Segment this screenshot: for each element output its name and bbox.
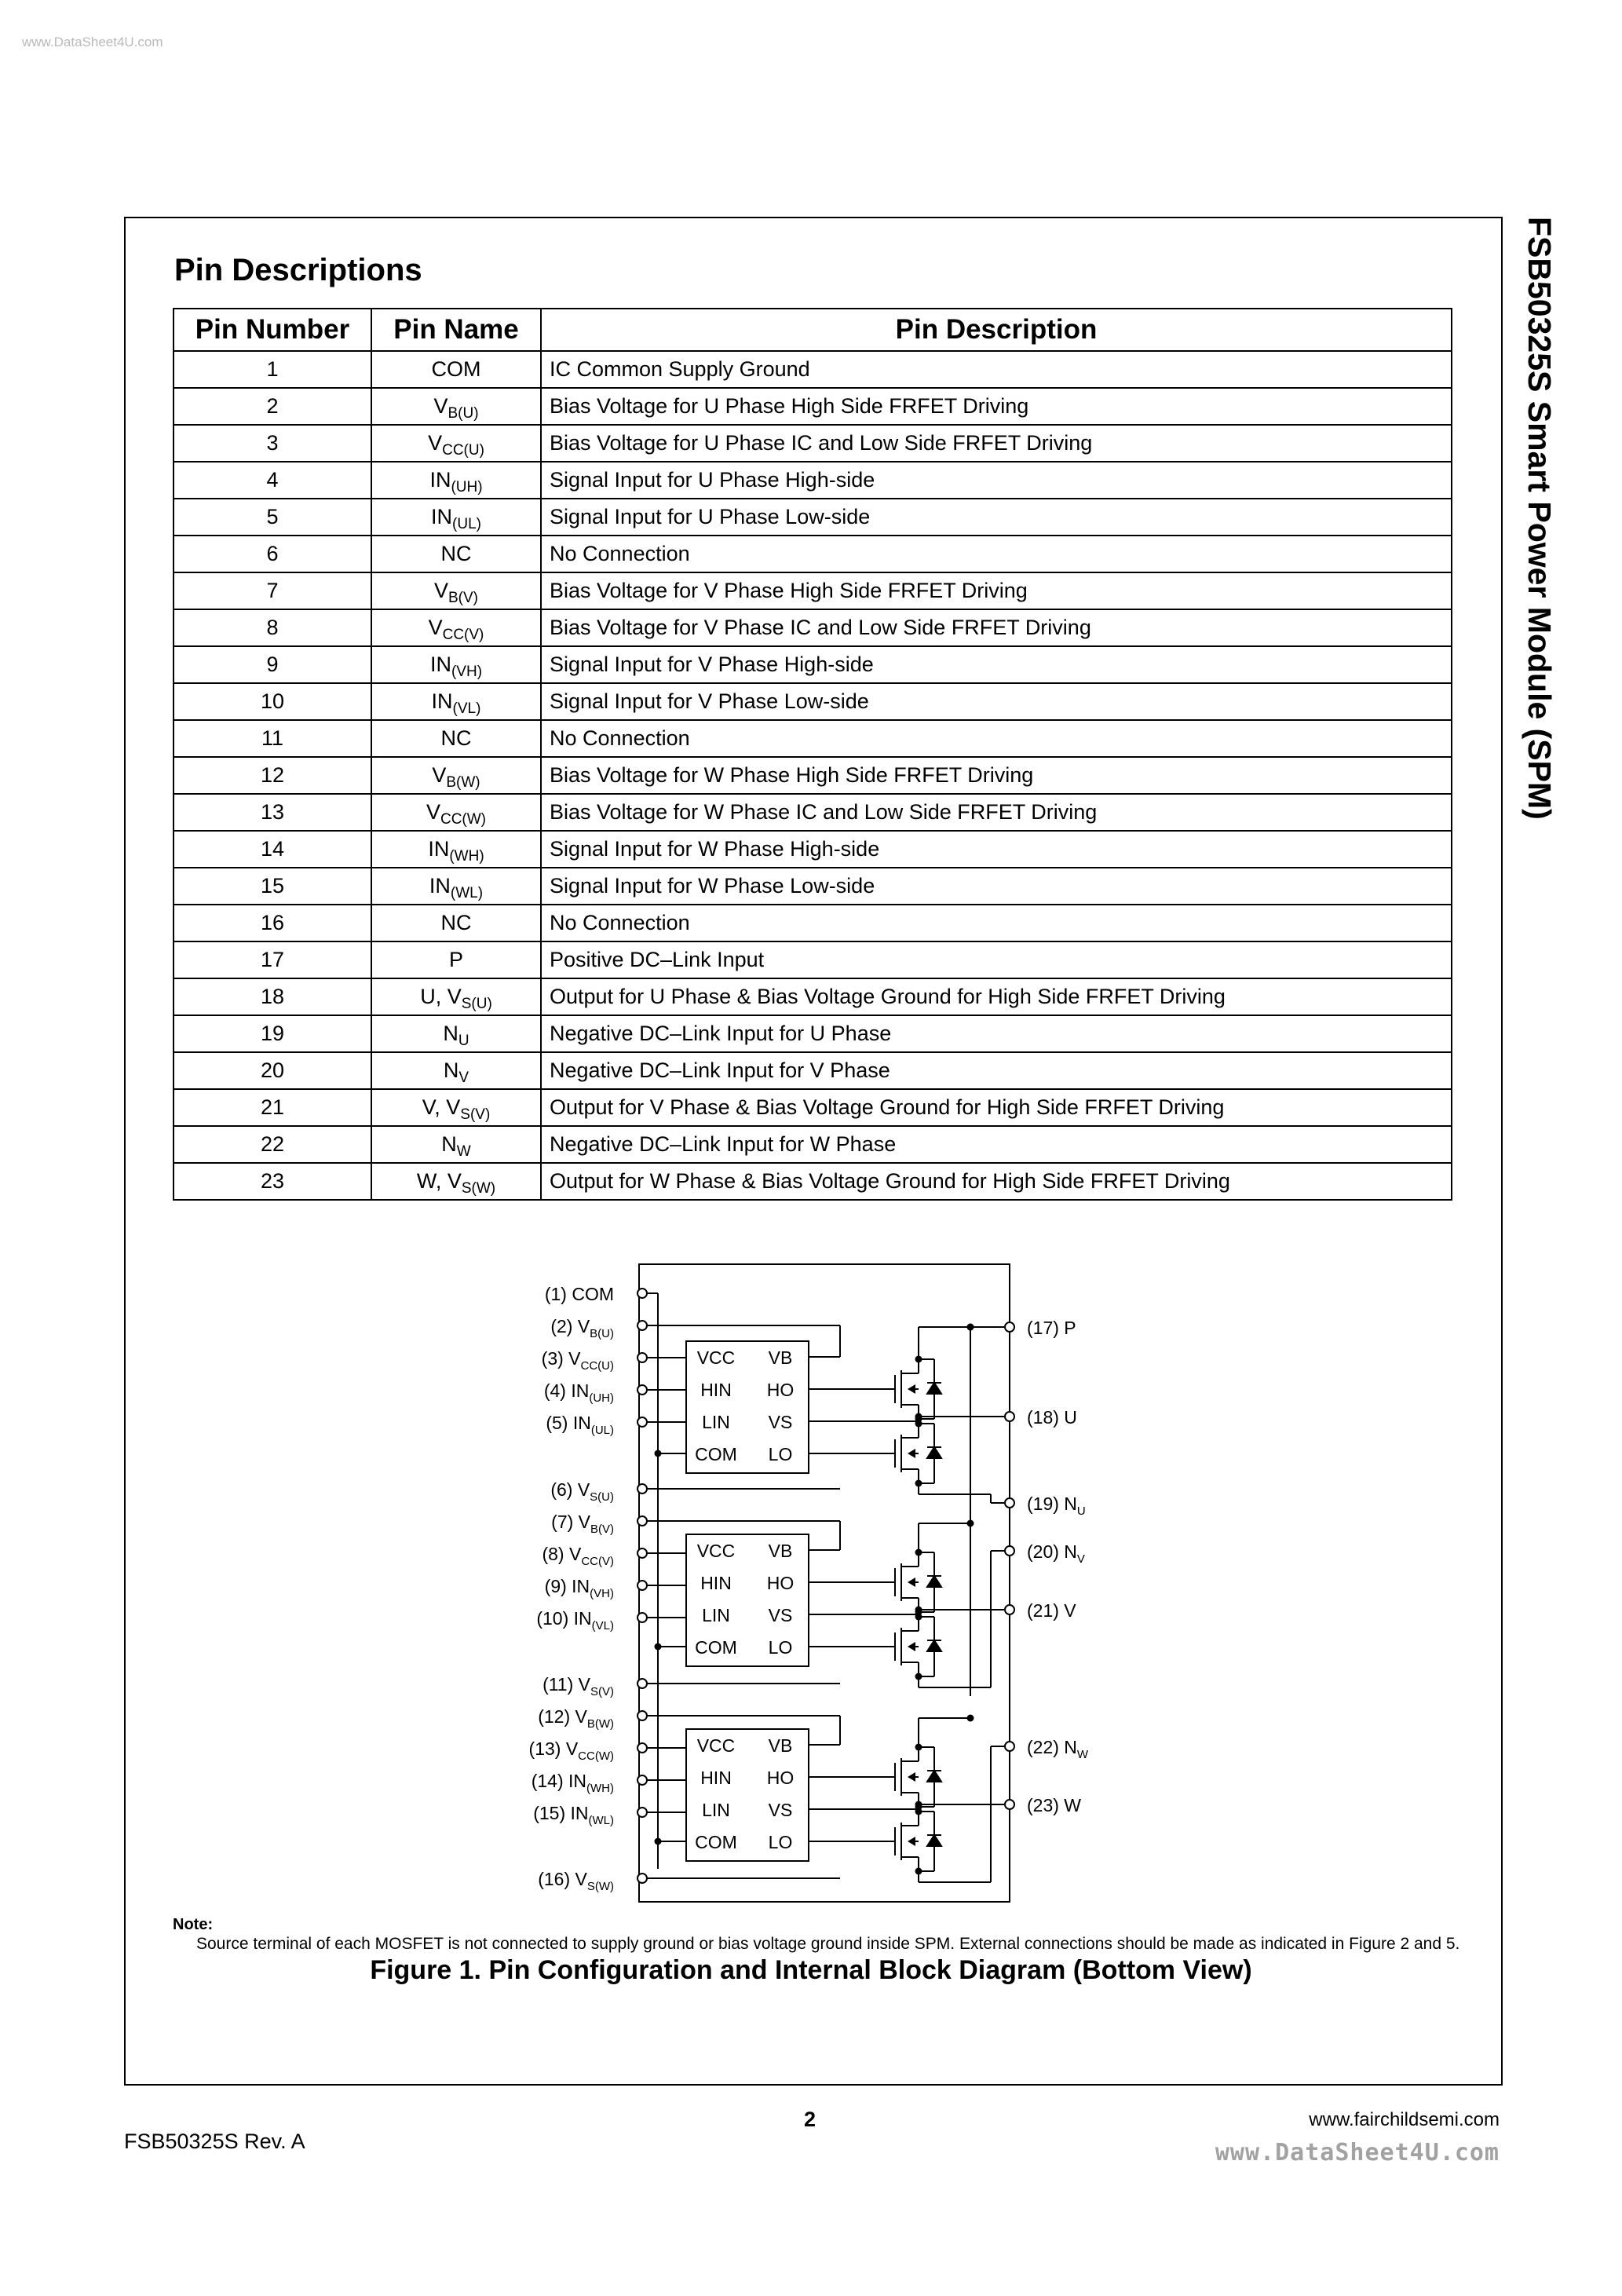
diode-symbol xyxy=(927,1771,941,1782)
ic-pin-label: VCC xyxy=(696,1347,736,1368)
pin-label-main: (14) IN xyxy=(531,1771,587,1791)
pin-description-cell: Output for W Phase & Bias Voltage Ground for High Side FRFET Driving xyxy=(541,1163,1452,1200)
ic-pin-label: VS xyxy=(768,1605,793,1625)
mosfet-arrow xyxy=(908,1642,915,1651)
pin-name-main: NC xyxy=(440,542,472,565)
pin-label-subscript: (UL) xyxy=(590,1424,614,1437)
ic-pin-label: HIN xyxy=(700,1768,732,1788)
right-pin-terminal xyxy=(1005,1322,1014,1332)
pin-description-cell: Signal Input for W Phase High-side xyxy=(541,831,1452,868)
pin-label-main: (8) V xyxy=(542,1544,582,1564)
header-pin-description: Pin Description xyxy=(541,309,1452,351)
junction-dot xyxy=(915,1480,922,1487)
left-pin-terminal xyxy=(637,1516,647,1526)
ic-pin-label: LO xyxy=(768,1444,793,1464)
ic-pin-label: HIN xyxy=(700,1573,732,1593)
ic-pin-label: HO xyxy=(766,1768,795,1788)
pin-label-main: (19) N xyxy=(1027,1493,1077,1514)
pin-label xyxy=(533,1803,614,1827)
pin-name-main: V, V xyxy=(422,1095,461,1119)
pin-label-main: (22) N xyxy=(1027,1737,1077,1757)
pin-name-subscript: B(U) xyxy=(448,405,479,422)
ic-pin-label: VB xyxy=(768,1735,793,1756)
note-text: Source terminal of each MOSFET is not connected to supply ground or bias voltage ground inside SPM. External connections should be made as indicated in Figure 2 and 5. xyxy=(196,1935,1460,1953)
pin-description-cell: Bias Voltage for U Phase High Side FRFET Driving xyxy=(541,388,1452,425)
pin-label-main: (7) V xyxy=(551,1512,590,1532)
pin-label-subscript: (WL) xyxy=(588,1814,614,1827)
ic-pin-label: LIN xyxy=(702,1412,730,1432)
pin-number-cell: 8 xyxy=(174,609,371,646)
pin-label-subscript: B(U) xyxy=(590,1327,614,1340)
mosfet-arrow xyxy=(908,1578,915,1587)
pin-label xyxy=(1027,1541,1085,1566)
pin-label-main: (23) W xyxy=(1027,1795,1081,1815)
pin-label-main: (17) P xyxy=(1027,1318,1076,1338)
left-pin-terminal xyxy=(637,1321,647,1330)
pin-number-cell: 22 xyxy=(174,1126,371,1163)
left-pin-terminal xyxy=(637,1743,647,1753)
pin-name-subscript: (WL) xyxy=(450,885,484,901)
pin-label-main: (5) IN xyxy=(546,1413,591,1433)
pin-number-cell: 11 xyxy=(174,720,371,757)
pin-number-cell: 16 xyxy=(174,905,371,941)
pin-label-subscript: (VH) xyxy=(590,1587,614,1600)
pin-description-cell: Signal Input for V Phase High-side xyxy=(541,646,1452,683)
pin-number-cell: 13 xyxy=(174,794,371,831)
pin-name-main: IN xyxy=(431,689,453,713)
pin-description-cell: Output for V Phase & Bias Voltage Ground for High Side FRFET Driving xyxy=(541,1089,1452,1126)
pin-label-main: (2) V xyxy=(550,1316,590,1336)
pin-name-subscript: B(W) xyxy=(446,774,480,791)
pin-label-subscript: S(V) xyxy=(590,1685,614,1698)
pin-name-main: N xyxy=(443,1058,459,1082)
pin-number-cell: 1 xyxy=(174,351,371,388)
pin-name-main: V xyxy=(433,579,448,602)
pin-label-main: (1) COM xyxy=(544,1284,614,1304)
pin-name-main: P xyxy=(448,948,463,971)
pin-name-subscript: S(V) xyxy=(460,1106,491,1123)
pin-label-subscript: W xyxy=(1076,1748,1089,1761)
pin-description-cell: Negative DC–Link Input for W Phase xyxy=(541,1126,1452,1163)
pin-label-subscript: (UH) xyxy=(589,1391,614,1405)
diode-symbol xyxy=(927,1835,941,1846)
pin-name-main: V xyxy=(432,763,447,787)
pin-name-subscript: (VH) xyxy=(451,664,483,680)
pin-label xyxy=(545,1576,614,1600)
pin-name-main: IN xyxy=(429,874,451,898)
ic-pin-label: COM xyxy=(695,1637,737,1658)
pin-name-main: V xyxy=(426,800,440,824)
pin-label xyxy=(1027,1795,1081,1815)
junction-dot xyxy=(967,1520,974,1527)
pin-label xyxy=(1027,1318,1076,1338)
diode-symbol xyxy=(927,1640,941,1651)
pin-name-main: IN xyxy=(428,837,450,861)
pin-name-subscript: B(V) xyxy=(448,590,478,606)
pin-label-subscript: CC(U) xyxy=(580,1359,614,1373)
junction-dot xyxy=(655,1450,662,1457)
ic-pin-label: VCC xyxy=(696,1541,736,1561)
pin-description-cell: Signal Input for U Phase Low-side xyxy=(541,499,1452,536)
header-pin-number: Pin Number xyxy=(174,309,371,351)
junction-dot xyxy=(967,1715,974,1722)
pin-label xyxy=(529,1738,614,1763)
pin-label-subscript: CC(W) xyxy=(578,1749,614,1763)
pin-number-cell: 23 xyxy=(174,1163,371,1200)
pin-name-main: V xyxy=(428,431,443,455)
pin-number-cell: 7 xyxy=(174,572,371,609)
junction-dot xyxy=(655,1838,662,1845)
pin-label xyxy=(542,1348,614,1373)
junction-dot xyxy=(915,1549,922,1556)
pin-description-cell: Signal Input for U Phase High-side xyxy=(541,462,1452,499)
pin-label-subscript: B(W) xyxy=(586,1717,614,1731)
pin-label xyxy=(538,1869,614,1893)
pin-name-subscript: (UL) xyxy=(452,516,481,532)
pin-name-main: NC xyxy=(440,726,472,750)
ic-pin-label: COM xyxy=(695,1832,737,1852)
pin-label-main: (16) V xyxy=(538,1869,587,1889)
pin-label xyxy=(542,1544,614,1568)
pin-label-main: (9) IN xyxy=(544,1576,590,1596)
left-pin-terminal xyxy=(637,1484,647,1493)
left-pin-terminal xyxy=(637,1874,647,1883)
pin-description-cell: Bias Voltage for V Phase High Side FRFET Driving xyxy=(541,572,1452,609)
pin-name-main: N xyxy=(443,1022,458,1045)
watermark-bottom: www.DataSheet4U.com xyxy=(1215,2139,1500,2166)
pin-name-main: U, V xyxy=(420,985,462,1008)
ic-pin-label: VCC xyxy=(696,1735,736,1756)
diode-symbol xyxy=(927,1447,941,1458)
watermark-top: www.DataSheet4U.com xyxy=(22,35,163,49)
pin-name-subscript: (VL) xyxy=(452,700,481,717)
junction-dot xyxy=(915,1673,922,1680)
junction-dot xyxy=(915,1744,922,1751)
pin-label-main: (4) IN xyxy=(543,1380,590,1401)
pin-label-subscript: CC(V) xyxy=(581,1555,614,1568)
ic-pin-label: VB xyxy=(768,1347,793,1368)
pin-label xyxy=(1027,1737,1089,1761)
ic-pin-label: HO xyxy=(766,1573,795,1593)
pin-label xyxy=(1027,1407,1077,1428)
right-pin-terminal xyxy=(1005,1546,1014,1556)
pin-label-main: (20) N xyxy=(1027,1541,1077,1562)
ic-pin-label: VS xyxy=(768,1800,793,1820)
pin-label-main: (11) V xyxy=(542,1674,590,1695)
mosfet-arrow xyxy=(908,1772,915,1782)
pin-label-subscript: (WH) xyxy=(586,1782,614,1795)
pin-number-cell: 2 xyxy=(174,388,371,425)
pin-name-main: V xyxy=(433,394,448,418)
pin-label-main: (15) IN xyxy=(533,1803,589,1823)
pin-number-cell: 3 xyxy=(174,425,371,462)
pin-number-cell: 9 xyxy=(174,646,371,683)
pin-label xyxy=(538,1706,614,1731)
left-pin-terminal xyxy=(637,1385,647,1395)
pin-number-cell: 12 xyxy=(174,757,371,794)
pin-name-subscript: (WH) xyxy=(449,848,484,865)
pin-name-subscript: V xyxy=(458,1069,469,1086)
pin-label xyxy=(550,1316,614,1340)
pin-name-subscript: S(U) xyxy=(461,996,492,1012)
pin-label-main: (12) V xyxy=(538,1706,587,1727)
pin-description-cell: Positive DC–Link Input xyxy=(541,941,1452,978)
pin-label-subscript: B(V) xyxy=(590,1523,614,1536)
ic-pin-label: HIN xyxy=(700,1380,732,1400)
pin-name-main: N xyxy=(441,1132,457,1156)
left-pin-terminal xyxy=(637,1417,647,1427)
pin-number-cell: 5 xyxy=(174,499,371,536)
pin-label-main: (21) V xyxy=(1027,1600,1076,1621)
pin-description-cell: Bias Voltage for V Phase IC and Low Side FRFET Driving xyxy=(541,609,1452,646)
ic-pin-label: HO xyxy=(766,1380,795,1400)
pin-name-main: NC xyxy=(440,911,472,934)
ic-pin-label: LIN xyxy=(702,1800,730,1820)
pin-description-cell: IC Common Supply Ground xyxy=(541,351,1452,388)
pin-name-subscript: CC(U) xyxy=(442,442,484,459)
page-number: 2 xyxy=(804,2108,816,2131)
pin-number-cell: 14 xyxy=(174,831,371,868)
pin-description-cell: Bias Voltage for W Phase IC and Low Side FRFET Driving xyxy=(541,794,1452,831)
pin-label-subscript: U xyxy=(1076,1504,1086,1518)
pin-label xyxy=(1027,1493,1086,1518)
pin-label xyxy=(550,1479,614,1504)
pin-number-cell: 19 xyxy=(174,1015,371,1052)
pin-name-main: W, V xyxy=(416,1169,462,1193)
pin-description-cell: No Connection xyxy=(541,905,1452,941)
pin-description-cell: Signal Input for W Phase Low-side xyxy=(541,868,1452,905)
pin-name-subscript: U xyxy=(458,1033,469,1049)
pin-number-cell: 17 xyxy=(174,941,371,978)
pin-description-cell: Signal Input for V Phase Low-side xyxy=(541,683,1452,720)
right-pin-terminal xyxy=(1005,1412,1014,1421)
pin-number-cell: 20 xyxy=(174,1052,371,1089)
pin-description-cell: Bias Voltage for U Phase IC and Low Side FRFET Driving xyxy=(541,425,1452,462)
pin-description-cell: Negative DC–Link Input for V Phase xyxy=(541,1052,1452,1089)
ic-pin-label: VB xyxy=(768,1541,793,1561)
pin-name-subscript: (UH) xyxy=(451,479,483,495)
pin-name-main: IN xyxy=(431,505,453,528)
junction-dot xyxy=(655,1643,662,1651)
section-title: Pin Descriptions xyxy=(174,253,422,287)
pin-number-cell: 15 xyxy=(174,868,371,905)
pin-description-cell: Bias Voltage for W Phase High Side FRFET Driving xyxy=(541,757,1452,794)
junction-dot xyxy=(915,1868,922,1875)
left-pin-terminal xyxy=(637,1711,647,1720)
diode-symbol xyxy=(927,1383,941,1394)
figure-caption: Figure 1. Pin Configuration and Internal Block Diagram (Bottom View) xyxy=(370,1955,1252,1985)
pin-label xyxy=(545,1284,614,1304)
pin-label-main: (6) V xyxy=(550,1479,590,1500)
pin-name-subscript: S(W) xyxy=(461,1180,496,1197)
pin-name-subscript: CC(W) xyxy=(440,811,487,828)
left-pin-terminal xyxy=(637,1353,647,1362)
ic-pin-label: LIN xyxy=(702,1605,730,1625)
left-pin-terminal xyxy=(637,1548,647,1558)
header-pin-name: Pin Name xyxy=(371,309,541,351)
pin-description-cell: Negative DC–Link Input for U Phase xyxy=(541,1015,1452,1052)
pin-label-subscript: S(U) xyxy=(590,1490,614,1504)
pin-name-subscript: W xyxy=(456,1143,471,1160)
left-pin-terminal xyxy=(637,1679,647,1688)
diode-symbol xyxy=(927,1576,941,1587)
pin-label xyxy=(546,1413,614,1437)
ic-pin-label: VS xyxy=(768,1412,793,1432)
footer-document-id: FSB50325S Rev. A xyxy=(124,2130,305,2153)
mosfet-arrow xyxy=(908,1384,915,1394)
right-pin-terminal xyxy=(1005,1498,1014,1508)
ic-pin-label: LO xyxy=(768,1832,793,1852)
right-pin-terminal xyxy=(1005,1605,1014,1614)
ic-pin-label: COM xyxy=(695,1444,737,1464)
pin-label-subscript: (VL) xyxy=(591,1619,614,1632)
left-pin-terminal xyxy=(637,1581,647,1590)
pin-name-main: IN xyxy=(429,468,451,492)
pin-label xyxy=(536,1608,614,1632)
pin-label xyxy=(542,1674,614,1698)
pin-name-main: COM xyxy=(431,357,481,381)
pin-label-main: (10) IN xyxy=(536,1608,592,1629)
left-pin-terminal xyxy=(637,1289,647,1298)
junction-dot xyxy=(915,1356,922,1363)
pin-label-main: (13) V xyxy=(528,1738,579,1759)
pin-label-subscript: V xyxy=(1076,1552,1085,1566)
pin-label xyxy=(1027,1600,1076,1621)
pin-description-cell: No Connection xyxy=(541,536,1452,572)
junction-dot xyxy=(967,1324,974,1331)
pin-label-main: (3) V xyxy=(541,1348,581,1369)
left-pin-terminal xyxy=(637,1808,647,1817)
side-title: FSB50325S Smart Power Module (SPM) xyxy=(1522,217,1558,820)
pin-name-main: V xyxy=(428,616,443,639)
left-pin-terminal xyxy=(637,1613,647,1622)
pin-label-subscript: S(W) xyxy=(586,1880,614,1893)
pin-number-cell: 18 xyxy=(174,978,371,1015)
right-pin-terminal xyxy=(1005,1800,1014,1809)
pin-name-main: IN xyxy=(429,653,451,676)
pin-number-cell: 10 xyxy=(174,683,371,720)
mosfet-arrow xyxy=(908,1449,915,1458)
footer-website: www.fairchildsemi.com xyxy=(1309,2109,1500,2130)
pin-label xyxy=(532,1771,614,1795)
pin-description-cell: Output for U Phase & Bias Voltage Ground for High Side FRFET Driving xyxy=(541,978,1452,1015)
left-pin-terminal xyxy=(637,1775,647,1785)
pin-number-cell: 6 xyxy=(174,536,371,572)
pin-number-cell: 4 xyxy=(174,462,371,499)
note-title: Note: xyxy=(173,1916,214,1933)
pin-number-cell: 21 xyxy=(174,1089,371,1126)
pin-label xyxy=(551,1512,614,1536)
pin-name-subscript: CC(V) xyxy=(442,627,484,643)
pin-description-cell: No Connection xyxy=(541,720,1452,757)
right-pin-terminal xyxy=(1005,1742,1014,1751)
pin-label-main: (18) U xyxy=(1027,1407,1077,1428)
pin-label xyxy=(544,1380,614,1405)
mosfet-arrow xyxy=(908,1837,915,1846)
ic-pin-label: LO xyxy=(768,1637,793,1658)
